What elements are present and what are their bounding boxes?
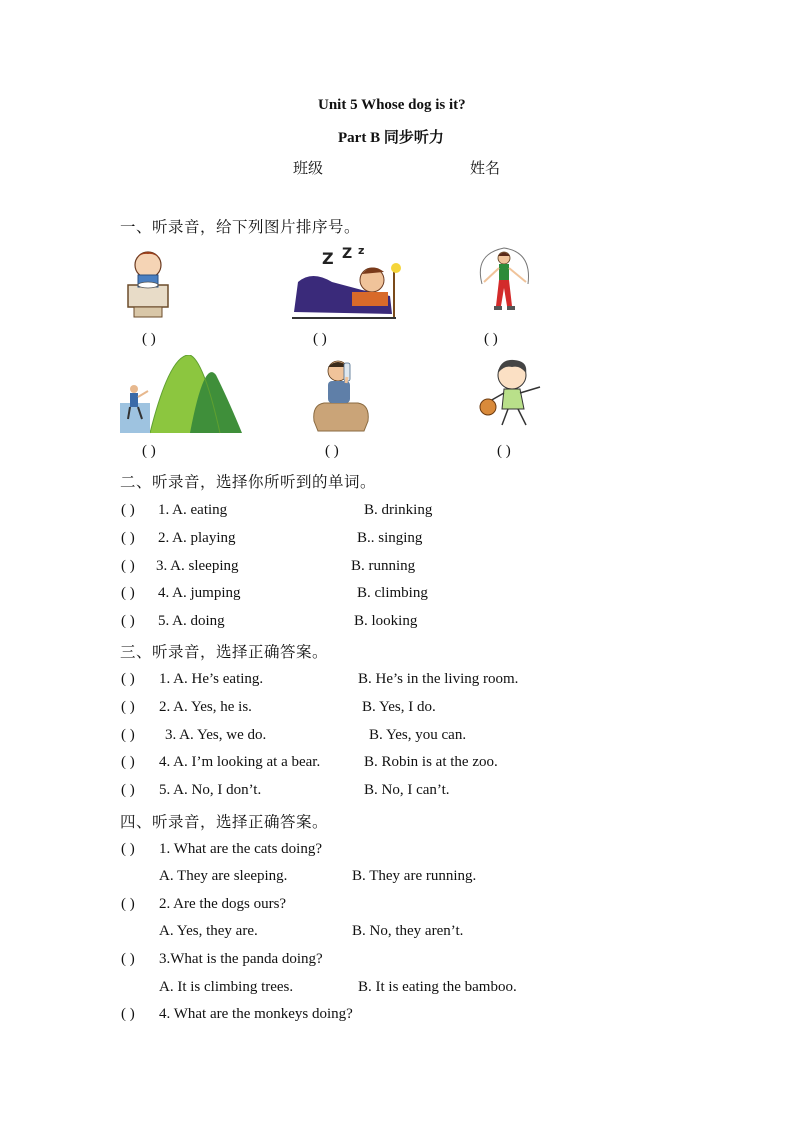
- section4-item2-option-a: A. Yes, they are.: [159, 923, 258, 939]
- section3-item1-option-a: 1. A. He’s eating.: [159, 671, 264, 687]
- section3-item3-blank[interactable]: ( ): [121, 727, 135, 743]
- class-label: 班级: [293, 161, 324, 177]
- svg-text:Z: Z: [342, 246, 353, 262]
- boy-eating-picture: [124, 245, 172, 320]
- picture4-blank[interactable]: ( ): [142, 443, 156, 459]
- picture3-blank[interactable]: ( ): [484, 331, 498, 347]
- page-subtitle: Part B 同步听力: [338, 130, 444, 146]
- section4-item2-option-b: B. No, they aren’t.: [352, 923, 464, 939]
- section2-item3-option-b: B. running: [351, 558, 416, 574]
- section4-item3-option-a: A. It is climbing trees.: [159, 979, 294, 995]
- section4-item2-blank[interactable]: ( ): [121, 896, 135, 912]
- picture6-blank[interactable]: ( ): [497, 443, 511, 459]
- section2-item1-option-a: 1. A. eating: [158, 502, 228, 518]
- page-title: Unit 5 Whose dog is it?: [318, 97, 466, 113]
- section4-item2-question: 2. Are the dogs ours?: [159, 896, 287, 912]
- section3-heading: 三、听录音，选择正确答案。: [120, 644, 329, 661]
- section2-item3-option-a: 3. A. sleeping: [156, 558, 239, 574]
- section3-item3-option-b: B. Yes, you can.: [369, 727, 467, 743]
- section2-item5-blank[interactable]: ( ): [121, 613, 135, 629]
- section2-item4-option-a: 4. A. jumping: [158, 585, 241, 601]
- section3-item2-option-a: 2. A. Yes, he is.: [159, 699, 252, 715]
- picture2-blank[interactable]: ( ): [313, 331, 327, 347]
- section3-item4-blank[interactable]: ( ): [121, 754, 135, 770]
- picture5-blank[interactable]: ( ): [325, 443, 339, 459]
- section4-item3-option-b: B. It is eating the bamboo.: [358, 979, 517, 995]
- section3-item1-option-b: B. He’s in the living room.: [358, 671, 519, 687]
- svg-text:Z: Z: [322, 249, 334, 268]
- section2-item2-option-a: 2. A. playing: [158, 530, 236, 546]
- section4-item3-question: 3.What is the panda doing?: [159, 951, 323, 967]
- man-drinking-picture: [310, 355, 372, 433]
- section4-item4-blank[interactable]: ( ): [121, 1006, 135, 1022]
- section4-item1-option-b: B. They are running.: [352, 868, 477, 884]
- section4-item1-question: 1. What are the cats doing?: [159, 841, 322, 857]
- section2-heading: 二、听录音，选择你所听到的单词。: [120, 474, 377, 491]
- section3-item1-blank[interactable]: ( ): [121, 671, 135, 687]
- section2-item5-option-b: B. looking: [354, 613, 418, 629]
- section3-item3-option-a: 3. A. Yes, we do.: [165, 727, 267, 743]
- section2-item3-blank[interactable]: ( ): [121, 558, 135, 574]
- man-sleeping-picture: [292, 242, 408, 320]
- section4-item4-question: 4. What are the monkeys doing?: [159, 1006, 353, 1022]
- section3-item4-option-b: B. Robin is at the zoo.: [364, 754, 498, 770]
- section2-item4-blank[interactable]: ( ): [121, 585, 135, 601]
- picture1-blank[interactable]: ( ): [142, 331, 156, 347]
- section4-heading: 四、听录音，选择正确答案。: [120, 814, 329, 831]
- svg-text:z: z: [358, 244, 365, 257]
- section3-item5-option-b: B. No, I can’t.: [364, 782, 450, 798]
- section1-heading: 一、听录音，给下列图片排序号。: [120, 219, 361, 236]
- section3-item5-blank[interactable]: ( ): [121, 782, 135, 798]
- section3-item2-option-b: B. Yes, I do.: [362, 699, 436, 715]
- section4-item3-blank[interactable]: ( ): [121, 951, 135, 967]
- section3-item2-blank[interactable]: ( ): [121, 699, 135, 715]
- section4-item1-blank[interactable]: ( ): [121, 841, 135, 857]
- section3-item4-option-a: 4. A. I’m looking at a bear.: [159, 754, 321, 770]
- climbing-mountain-picture: [120, 355, 242, 435]
- section2-item1-blank[interactable]: ( ): [121, 502, 135, 518]
- boy-playing-basketball-picture: [474, 357, 550, 431]
- section2-item1-option-b: B. drinking: [364, 502, 433, 518]
- name-label: 姓名: [470, 161, 501, 177]
- girl-jumping-rope-picture: [474, 244, 536, 322]
- section2-item5-option-a: 5. A. doing: [158, 613, 225, 629]
- section3-item5-option-a: 5. A. No, I don’t.: [159, 782, 262, 798]
- section2-item2-blank[interactable]: ( ): [121, 530, 135, 546]
- section2-item2-option-b: B.. singing: [357, 530, 423, 546]
- section4-item1-option-a: A. They are sleeping.: [159, 868, 288, 884]
- section2-item4-option-b: B. climbing: [357, 585, 428, 601]
